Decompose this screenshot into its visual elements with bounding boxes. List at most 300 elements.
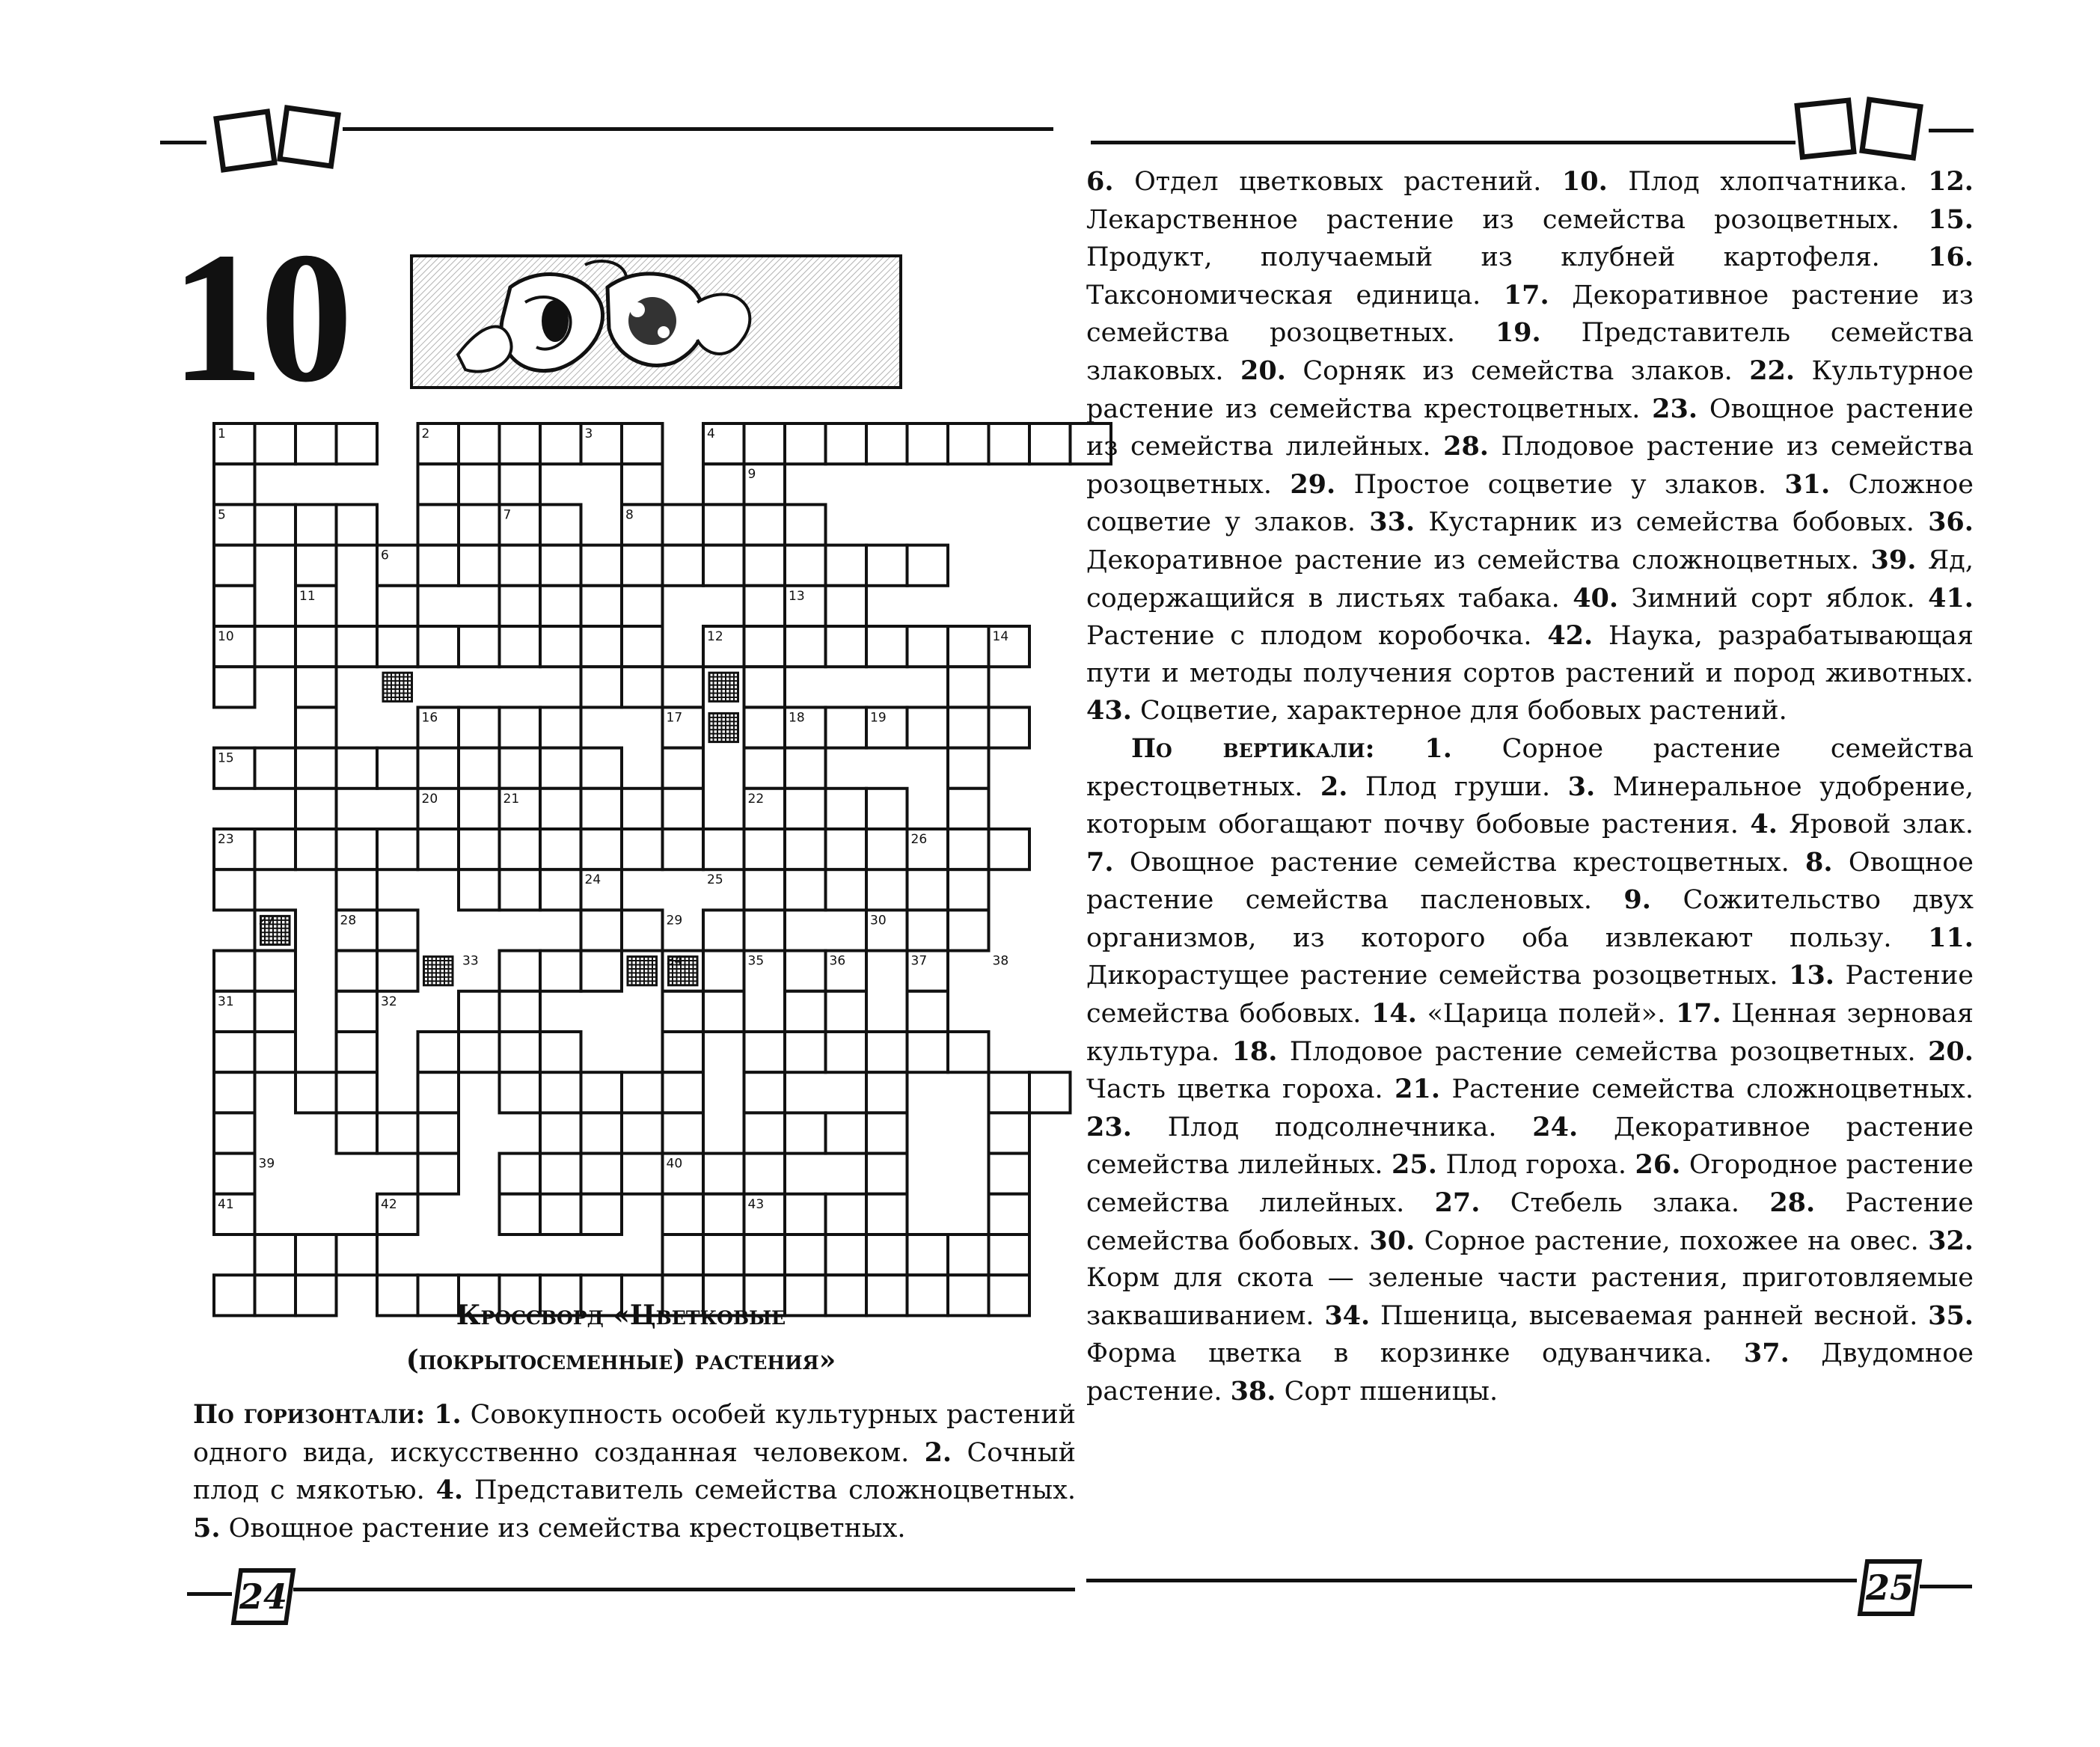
grid-cell[interactable]	[866, 1072, 907, 1113]
grid-cell[interactable]	[581, 748, 622, 789]
grid-cell[interactable]	[418, 504, 459, 545]
grid-cell[interactable]	[500, 951, 541, 991]
across-clue: 1. Совокупность особей культурных растений одного вида, искусственно созданная человеком.	[193, 1399, 1076, 1468]
grid-cell[interactable]	[540, 829, 581, 869]
grid-cell[interactable]	[744, 748, 786, 789]
grid-cell[interactable]	[948, 748, 989, 789]
grid-cell[interactable]	[581, 1194, 622, 1234]
grid-cell[interactable]	[540, 586, 581, 626]
grid-cell[interactable]	[703, 545, 744, 586]
clue-number-16: 16	[421, 710, 438, 726]
grid-cell[interactable]	[459, 626, 500, 667]
grid-cell[interactable]	[866, 1032, 907, 1072]
grid-cell[interactable]	[500, 1154, 541, 1194]
across-clue: 31. Сложное соцветие у злаков.	[1086, 468, 1974, 538]
across-clue: 17. Декоративное растение из семейства розоцветных.	[1086, 279, 1974, 349]
grid-cell[interactable]	[540, 748, 581, 789]
across-clue: 19. Представитель семейства злаковых.	[1086, 317, 1974, 386]
across-lead: По горизонтали:	[193, 1399, 426, 1430]
across-clue: 2. Сочный плод с мякотью.	[193, 1437, 1076, 1506]
grid-cell[interactable]	[500, 586, 541, 626]
grid-cell[interactable]	[377, 951, 418, 991]
grid-cell[interactable]	[785, 951, 826, 991]
grid-cell[interactable]	[296, 504, 337, 545]
grid-cell[interactable]	[622, 789, 663, 829]
grid-cell[interactable]	[622, 1072, 663, 1113]
crossword-title-line2: (покрытосеменные) растения»	[405, 1344, 836, 1376]
grid-cell[interactable]	[826, 991, 867, 1032]
grid-cell[interactable]	[907, 626, 949, 667]
grid-cell[interactable]	[663, 504, 704, 545]
grid-cell[interactable]	[663, 545, 704, 586]
grid-cell[interactable]	[785, 423, 826, 464]
grid-cell[interactable]	[948, 1032, 989, 1072]
grid-cell[interactable]	[866, 1194, 907, 1234]
left-footer-rule-long	[293, 1588, 1075, 1591]
grid-cell[interactable]	[296, 1234, 337, 1275]
clue-number-32: 32	[381, 994, 397, 1009]
grid-cell[interactable]	[826, 626, 867, 667]
grid-cell[interactable]	[744, 869, 786, 910]
left-footer-rule-short	[187, 1592, 232, 1596]
grid-cell[interactable]	[540, 951, 581, 991]
grid-cell[interactable]	[214, 1154, 255, 1194]
grid-cell[interactable]	[540, 545, 581, 586]
grid-cell[interactable]	[989, 1194, 1030, 1234]
across-clue: 12. Лекарственное растение из семейства розоцветных.	[1086, 166, 1974, 235]
grid-cell[interactable]	[907, 910, 949, 950]
grid-cell[interactable]	[866, 545, 907, 586]
across-clue: 42. Наука, разрабатывающая пути и методы получения сортов растений и пород животных.	[1086, 620, 1974, 688]
down-clue: 28. Растение семейства бобовых.	[1086, 1187, 1974, 1256]
grid-cell[interactable]	[663, 667, 704, 707]
grid-cell[interactable]	[459, 869, 500, 910]
grid-cell[interactable]	[459, 707, 500, 747]
down-clue: 32. Корм для скота — зеленые части растения, приготовляемые заквашиванием.	[1086, 1225, 1974, 1331]
grid-cell[interactable]	[540, 423, 581, 464]
grid-cell[interactable]	[948, 829, 989, 869]
grid-cell[interactable]	[540, 626, 581, 667]
grid-cell[interactable]	[907, 991, 949, 1032]
grid-cell[interactable]	[214, 869, 255, 910]
grid-cell[interactable]	[418, 464, 459, 504]
grid-cell[interactable]	[744, 586, 786, 626]
down-clue: 24. Декоративное растение семейства лилейных.	[1086, 1111, 1974, 1181]
grid-cell[interactable]	[622, 586, 663, 626]
grid-cell[interactable]	[540, 1194, 581, 1234]
puzzle-number: 10	[171, 214, 349, 421]
across-clue: 16. Таксономическая единица.	[1086, 242, 1974, 310]
down-clue: 21. Растение семейства сложноцветных.	[1395, 1074, 1974, 1105]
down-clue: 9. Сожительство двух организмов, из которого оба извлекают пользу.	[1086, 884, 1974, 953]
grid-cell[interactable]	[785, 748, 826, 789]
grid-cell[interactable]	[989, 829, 1030, 869]
grid-cell[interactable]	[622, 464, 663, 504]
grid-cell[interactable]	[703, 1234, 744, 1275]
clue-number-42: 42	[381, 1196, 397, 1212]
clue-number-6: 6	[381, 548, 389, 563]
grid-cell[interactable]	[907, 1032, 949, 1072]
grid-cell[interactable]	[703, 991, 744, 1032]
grid-cell[interactable]	[907, 1234, 949, 1275]
grid-cell[interactable]	[785, 1113, 826, 1153]
grid-cell[interactable]	[540, 707, 581, 747]
grid-cell[interactable]	[214, 1072, 255, 1113]
grid-cell[interactable]	[255, 1234, 296, 1275]
down-clue: 1. Сорное растение семейства крестоцветных.	[1086, 732, 1974, 802]
grid-cell[interactable]	[948, 910, 989, 950]
grid-cell[interactable]	[540, 869, 581, 910]
across-clue: 22. Культурное растение из семейства крестоцветных.	[1086, 355, 1974, 424]
grid-cell[interactable]	[948, 667, 989, 707]
grid-cell[interactable]	[418, 1154, 459, 1194]
across-clue: 10. Плод хлопчатника.	[1561, 166, 1929, 197]
clue-number-7: 7	[503, 507, 512, 523]
grid-cell[interactable]	[581, 1154, 622, 1194]
grid-cell[interactable]	[866, 626, 907, 667]
grid-cell[interactable]	[826, 869, 867, 910]
clue-number-19: 19	[870, 710, 887, 726]
grid-cell[interactable]	[703, 464, 744, 504]
grid-cell[interactable]	[622, 667, 663, 707]
grid-cell[interactable]	[500, 545, 541, 586]
grid-cell[interactable]	[744, 626, 786, 667]
grid-cell[interactable]	[337, 1113, 378, 1153]
grid-cell[interactable]	[459, 789, 500, 829]
clue-number-38: 38	[992, 953, 1009, 969]
grid-cell[interactable]	[744, 504, 786, 545]
grid-cell[interactable]	[989, 1072, 1030, 1113]
grid-cell[interactable]	[581, 626, 622, 667]
grid-cell[interactable]	[785, 789, 826, 829]
grid-cell[interactable]	[744, 423, 786, 464]
grid-cell[interactable]	[337, 991, 378, 1032]
grid-cell[interactable]	[948, 1234, 989, 1275]
grid-cell[interactable]	[785, 1194, 826, 1234]
page-number-right-box	[1858, 1559, 1923, 1616]
grid-cell[interactable]	[826, 707, 867, 747]
grid-cell[interactable]	[337, 626, 378, 667]
grid-cell[interactable]	[622, 626, 663, 667]
grid-cell[interactable]	[703, 1194, 744, 1234]
down-clue: 30. Сорное растение, похожее на овес.	[1369, 1225, 1929, 1256]
down-clue: 13. Растение семейства бобовых.	[1086, 960, 1974, 1029]
grid-cell[interactable]	[1029, 423, 1071, 464]
clue-number-34: 34	[666, 953, 683, 969]
grid-cell[interactable]	[214, 545, 255, 586]
grid-cell[interactable]	[255, 1032, 296, 1072]
across-clue: 4. Представитель семейства сложноцветных.	[435, 1475, 1076, 1506]
grid-cell[interactable]	[214, 667, 255, 707]
clue-number-15: 15	[218, 750, 234, 766]
grid-cell[interactable]	[907, 707, 949, 747]
grid-cell[interactable]	[785, 545, 826, 586]
grid-cell[interactable]	[826, 545, 867, 586]
grid-cell[interactable]	[500, 1032, 541, 1072]
down-clue: 2. Плод груши.	[1320, 771, 1568, 802]
clue-number-39: 39	[258, 1156, 275, 1172]
grid-cell[interactable]	[255, 504, 296, 545]
clue-number-27: 27	[258, 913, 275, 928]
grid-cell[interactable]	[785, 1032, 826, 1072]
grid-cell[interactable]	[459, 423, 500, 464]
grid-cell[interactable]	[500, 1072, 541, 1113]
grid-cell[interactable]	[377, 829, 418, 869]
grid-cell[interactable]	[255, 748, 296, 789]
grid-cell[interactable]	[907, 423, 949, 464]
grid-cell[interactable]	[989, 1154, 1030, 1194]
grid-cell[interactable]	[581, 1072, 622, 1113]
grid-cell[interactable]	[540, 1032, 581, 1072]
clue-number-5: 5	[218, 507, 226, 523]
grid-cell[interactable]	[337, 869, 378, 910]
grid-cell[interactable]	[866, 829, 907, 869]
clue-number-13: 13	[789, 588, 805, 604]
grid-cell[interactable]	[377, 748, 418, 789]
clue-number-2: 2	[421, 426, 430, 441]
grid-cell[interactable]	[500, 829, 541, 869]
grid-cell[interactable]	[663, 1234, 704, 1275]
grid-cell[interactable]	[296, 1072, 337, 1113]
down-clue: 27. Стебель злака.	[1434, 1187, 1770, 1219]
grid-cell[interactable]	[785, 504, 826, 545]
grid-cell[interactable]	[866, 1154, 907, 1194]
grid-cell[interactable]	[581, 545, 622, 586]
grid-cell[interactable]	[581, 789, 622, 829]
grid-cell[interactable]	[255, 423, 296, 464]
down-lead: По вертикали:	[1131, 732, 1375, 764]
grid-cell[interactable]	[663, 789, 704, 829]
grid-cell[interactable]	[744, 910, 786, 950]
grid-cell[interactable]	[500, 707, 541, 747]
grid-cell[interactable]	[663, 1072, 704, 1113]
grid-cell[interactable]	[907, 869, 949, 910]
grid-cell[interactable]	[418, 1113, 459, 1153]
page-number-right: 25	[1866, 1567, 1914, 1608]
across-clue: 15. Продукт, получаемый из клубней картофеля.	[1086, 204, 1974, 273]
down-clue: 20. Часть цветка гороха.	[1086, 1035, 1974, 1105]
grid-cell[interactable]	[826, 1032, 867, 1072]
across-clue: 41. Растение с плодом коробочка.	[1086, 582, 1974, 652]
grid-cell[interactable]	[214, 951, 255, 991]
grid-cell[interactable]	[500, 464, 541, 504]
grid-cell[interactable]	[948, 869, 989, 910]
grid-cell[interactable]	[459, 991, 500, 1032]
grid-cell[interactable]	[418, 829, 459, 869]
grid-cell[interactable]	[418, 545, 459, 586]
grid-cell[interactable]	[337, 504, 378, 545]
grid-cell[interactable]	[418, 1032, 459, 1072]
page-number-left: 24	[239, 1576, 288, 1617]
clue-number-28: 28	[340, 913, 357, 928]
grid-cell[interactable]	[540, 504, 581, 545]
grid-cell[interactable]	[866, 1113, 907, 1153]
grid-cell[interactable]	[500, 626, 541, 667]
grid-cell[interactable]	[744, 545, 786, 586]
grid-cell[interactable]	[377, 626, 418, 667]
grid-cell[interactable]	[337, 1032, 378, 1072]
grid-cell[interactable]	[377, 1113, 418, 1153]
grid-cell[interactable]	[948, 707, 989, 747]
grid-cell[interactable]	[744, 667, 786, 707]
grid-cell[interactable]	[948, 626, 989, 667]
grid-cell[interactable]	[622, 910, 663, 950]
clue-number-24: 24	[584, 872, 601, 888]
grid-cell[interactable]	[459, 545, 500, 586]
down-clue: 8. Овощное растение семейства пасленовых.	[1086, 846, 1974, 916]
grid-cell[interactable]	[663, 829, 704, 869]
clue-number-20: 20	[421, 791, 438, 807]
grid-cell[interactable]	[214, 586, 255, 626]
grid-cell[interactable]	[296, 707, 337, 747]
grid-cell[interactable]	[500, 423, 541, 464]
grid-cell[interactable]	[214, 1113, 255, 1153]
clue-number-10: 10	[218, 629, 234, 644]
down-clue: 3. Минеральное удобрение, которым обогащают почву бобовые растения.	[1086, 771, 1974, 840]
grid-cell[interactable]	[459, 504, 500, 545]
grid-cell[interactable]	[826, 1194, 867, 1234]
grid-cell[interactable]	[907, 545, 949, 586]
grid-cell[interactable]	[500, 1194, 541, 1234]
grid-cell[interactable]	[255, 829, 296, 869]
grid-cell[interactable]	[255, 991, 296, 1032]
grid-cell[interactable]	[866, 423, 907, 464]
across-clue: 28. Плодовое растение из семейства розоцветных.	[1086, 431, 1974, 500]
grid-cell[interactable]	[214, 464, 255, 504]
grid-cell[interactable]	[296, 667, 337, 707]
grid-cell[interactable]	[296, 748, 337, 789]
grid-cell[interactable]	[989, 1234, 1030, 1275]
grid-cell[interactable]	[337, 1234, 378, 1275]
grid-cell[interactable]	[377, 910, 418, 950]
across-clue: 39. Яд, содержащийся в листьях табака.	[1086, 544, 1974, 614]
across-clue: 33. Кустарник из семейства бобовых.	[1369, 507, 1929, 538]
clue-number-23: 23	[218, 832, 234, 847]
grid-cell[interactable]	[663, 991, 704, 1032]
grid-cell[interactable]	[948, 423, 989, 464]
grid-cell[interactable]	[337, 829, 378, 869]
grid-cell[interactable]	[296, 423, 337, 464]
grid-cell[interactable]	[744, 1113, 786, 1153]
grid-cell[interactable]	[663, 748, 704, 789]
grid-cell[interactable]	[337, 951, 378, 991]
grid-cell[interactable]	[785, 991, 826, 1032]
grid-cell[interactable]	[826, 423, 867, 464]
grid-cell[interactable]	[296, 829, 337, 869]
grid-cell[interactable]	[826, 1113, 867, 1153]
grid-cell[interactable]	[826, 586, 867, 626]
grid-cell[interactable]	[703, 1154, 744, 1194]
grid-cell[interactable]	[255, 951, 296, 991]
grid-cell[interactable]	[622, 829, 663, 869]
grid-cell[interactable]	[785, 1234, 826, 1275]
grid-cell[interactable]	[622, 545, 663, 586]
grid-cell[interactable]	[418, 626, 459, 667]
grid-cell[interactable]	[581, 586, 622, 626]
grid-cell[interactable]	[500, 869, 541, 910]
right-footer-rule-short	[1920, 1585, 1972, 1588]
grid-cell[interactable]	[703, 951, 744, 991]
grid-cell[interactable]	[540, 1113, 581, 1153]
grid-cell[interactable]	[255, 626, 296, 667]
grid-cell[interactable]	[296, 789, 337, 829]
grid-cell[interactable]	[337, 423, 378, 464]
grid-cell[interactable]	[214, 1032, 255, 1072]
grid-cell[interactable]	[744, 707, 786, 747]
grid-cell[interactable]	[744, 829, 786, 869]
clue-number-33: 33	[462, 953, 479, 969]
grid-cell[interactable]	[703, 829, 744, 869]
right-footer-rule-long	[1086, 1579, 1857, 1582]
grid-cell[interactable]	[744, 1032, 786, 1072]
clue-number-31: 31	[218, 994, 234, 1009]
grid-cell[interactable]	[866, 1234, 907, 1275]
grid-cell[interactable]	[581, 910, 622, 950]
grid-cell[interactable]	[459, 1032, 500, 1072]
across-clue: 20. Сорняк из семейства злаков.	[1240, 355, 1750, 386]
grid-cell[interactable]	[744, 1234, 786, 1275]
grid-cell[interactable]	[622, 423, 663, 464]
grid-cell[interactable]	[744, 1154, 786, 1194]
clue-number-8: 8	[625, 507, 634, 523]
grid-cell[interactable]	[500, 748, 541, 789]
grid-cell[interactable]	[948, 789, 989, 829]
grid-cell[interactable]	[663, 1113, 704, 1153]
grid-cell[interactable]	[500, 991, 541, 1032]
down-clue: 37. Двудомное растение.	[1086, 1338, 1974, 1407]
grid-cell[interactable]	[785, 869, 826, 910]
grid-cell[interactable]	[296, 545, 337, 586]
down-clue: 7. Овощное растение семейства крестоцветных.	[1086, 846, 1806, 878]
grid-cell[interactable]	[622, 1154, 663, 1194]
grid-cell[interactable]	[866, 789, 907, 829]
grid-cell[interactable]	[459, 829, 500, 869]
grid-cell[interactable]	[826, 1234, 867, 1275]
grid-cell[interactable]	[296, 626, 337, 667]
down-clue: 26. Огородное растение семейства лилейных.	[1086, 1149, 1974, 1219]
grid-cell[interactable]	[989, 1113, 1030, 1153]
clue-number-25: 25	[707, 872, 723, 888]
grid-cell[interactable]	[826, 789, 867, 829]
grid-cell[interactable]	[744, 1072, 786, 1113]
grid-cell[interactable]	[337, 1072, 378, 1113]
grid-cell[interactable]	[540, 789, 581, 829]
across-clue: 40. Зимний сорт яблок.	[1573, 582, 1929, 614]
grid-cell[interactable]	[581, 667, 622, 707]
down-clue: 38. Сорт пшеницы.	[1230, 1376, 1499, 1407]
grid-cell[interactable]	[785, 626, 826, 667]
grid-cell[interactable]	[377, 586, 418, 626]
grid-cell[interactable]	[703, 504, 744, 545]
grid-cell[interactable]	[1029, 1072, 1071, 1113]
grid-cell[interactable]	[418, 1072, 459, 1113]
grid-cell[interactable]	[663, 1032, 704, 1072]
grid-cell[interactable]	[989, 707, 1030, 747]
grid-cell[interactable]	[459, 748, 500, 789]
across-clue: 23. Овощное растение из семейства лилейных.	[1086, 393, 1974, 462]
grid-cell[interactable]	[581, 951, 622, 991]
grid-cells	[214, 423, 1111, 1315]
grid-cell[interactable]	[826, 829, 867, 869]
grid-cell[interactable]	[989, 423, 1030, 464]
grid-cell[interactable]	[337, 748, 378, 789]
grid-cell[interactable]	[703, 910, 744, 950]
grid-cell[interactable]	[663, 1194, 704, 1234]
clue-number-21: 21	[503, 791, 520, 807]
grid-cell[interactable]	[785, 829, 826, 869]
grid-cell[interactable]	[581, 829, 622, 869]
grid-cell[interactable]	[581, 1113, 622, 1153]
